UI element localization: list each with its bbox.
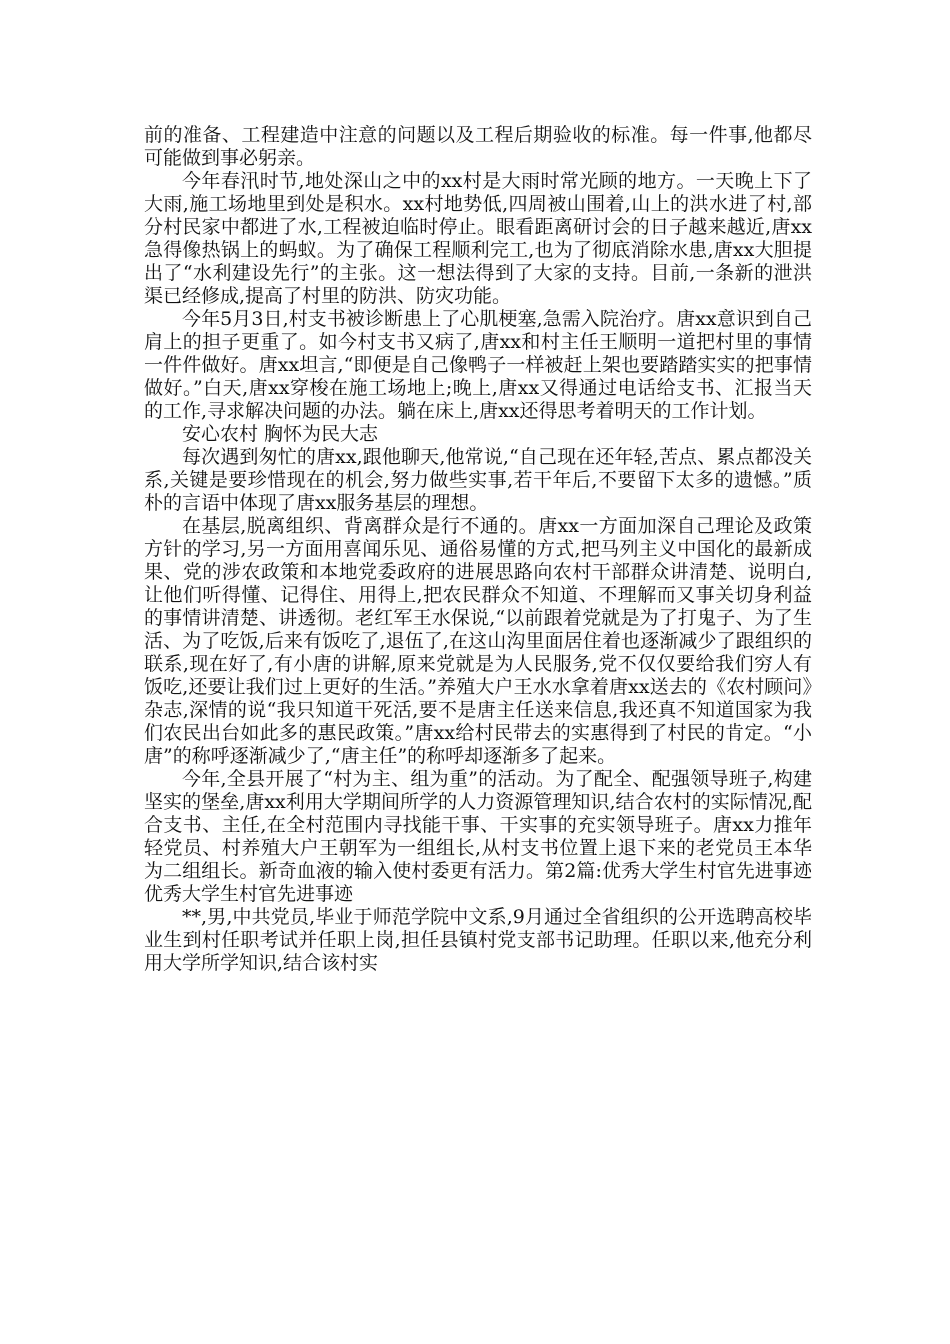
document-body — [144, 124, 812, 975]
paragraph: 今年春汛时节,地处深山之中的xx村是大雨时常光顾的地方。一天晚上下了大雨,施工场地里到处是积水。xx村地势低,四周被山围着,山上的洪水进了村,部分村民家中都进了水,工程被迫临时停止。眼看距离研讨会的日子越来越近,唐xx急得像热锅上的蚂蚁。为了确保工程顺利完工,也为了彻底消除水患,唐xx大胆提出了“水利建设先行”的主张。这一想法得到了大家的支持。目前,一条新的泄洪渠已经修成,提高了村里的防洪、防灾功能。 — [144, 170, 812, 307]
paragraph: 今年,全县开展了“村为主、组为重”的活动。为了配全、配强领导班子,构建坚实的堡垒,唐xx利用大学期间所学的人力资源管理知识,结合农村的实际情况,配合支书、主任,在全村范围内寻找能干事、干实事的充实领导班子。唐xx力推年轻党员、村养殖大户王朝军为一组组长,从村支书位置上退下来的老党员王本华为二组组长。新奇血液的输入使村委更有活力。第2篇:优秀大学生村官先进事迹优秀大学生村官先进事迹 — [144, 768, 812, 905]
section-heading: 安心农村 胸怀为民大志 — [182, 423, 379, 445]
paragraph: 在基层,脱离组织、背离群众是行不通的。唐xx一方面加深自己理论及政策方针的学习,另一方面用喜闻乐见、通俗易懂的方式,把马列主义中国化的最新成果、党的涉农政策和本地党委政府的进展思路向农村干部群众讲清楚、说明白,让他们听得懂、记得住、用得上,把农民群众不知道、不理解而又事关切身利益的事情讲清楚、讲透彻。老红军王水保说,“以前跟着党就是为了打鬼子、为了生活、为了吃饭,后来有饭吃了,退伍了,在这山沟里面居住着也逐渐减少了跟组织的联系,现在好了,有小唐的讲解,原来党就是为人民服务,党不仅仅要给我们穷人有饭吃,还要让我们过上更好的生活。”养殖大户王水水拿着唐xx送去的《农村顾问》杂志,深情的说“我只知道干死活,要不是唐主任送来信息,我还真不知道国家为我们农民出台如此多的惠民政策。”唐xx给村民带去的实惠得到了村民的肯定。“小唐”的称呼逐渐减少了,“唐主任”的称呼却逐渐多了起来。 — [144, 515, 812, 767]
paragraph: **,男,中共党员,毕业于师范学院中文系,9月通过全省组织的公开选聘高校毕业生到村任职考试并任职上岗,担任县镇村党支部书记助理。任职以来,他充分利用大学所学知识,结合该村实 — [144, 906, 812, 974]
paragraph: 每次遇到匆忙的唐xx,跟他聊天,他常说,“自己现在还年轻,苦点、累点都没关系,关键是要珍惜现在的机会,努力做些实事,若干年后,不要留下太多的遗憾。”质朴的言语中体现了唐xx服务基层的理想。 — [144, 446, 812, 514]
paragraph: 前的准备、工程建造中注意的问题以及工程后期验收的标准。每一件事,他都尽可能做到事必躬亲。 — [144, 124, 812, 169]
paragraph: 今年5月3日,村支书被诊断患上了心肌梗塞,急需入院治疗。唐xx意识到自己肩上的担子更重了。如今村支书又病了,唐xx和村主任王顺明一道把村里的事情一件件做好。唐xx坦言,“即便是自己像鸭子一样被赶上架也要踏踏实实的把事情做好。”白天,唐xx穿梭在施工场地上;晚上,唐xx又得通过电话给支书、汇报当天的工作,寻求解决问题的办法。躺在床上,唐xx还得思考着明天的工作计划。 — [144, 308, 812, 422]
